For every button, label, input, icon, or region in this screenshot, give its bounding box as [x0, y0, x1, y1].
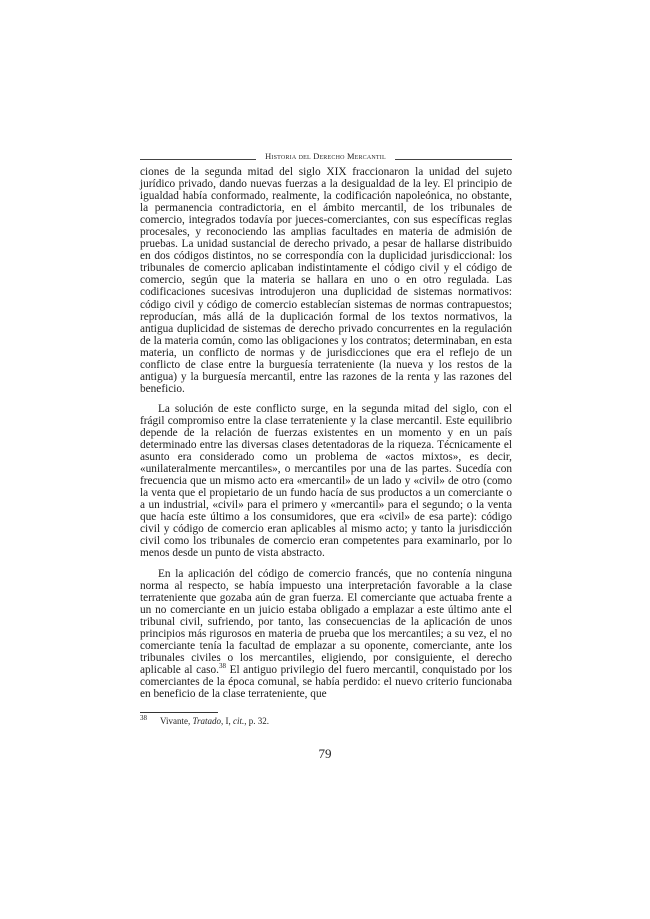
paragraph-2: La solución de este conflicto surge, en la segunda mitad del siglo, con el frágil compromiso entre la clase terrateniente y la clase mercantil. Este equilibrio depende de la relación de fuerzas existentes en un momento y en un país determinado entre las diversas clases detentadoras de la riqueza. Técnicamente el asunto era considerado como un problema de «actos mixtos», es decir, «unilateralmente mercantiles», o mercantiles por una de las partes. Sucedía con frecuencia que un mismo acto era «mercantil» de un lado y «civil» de otro (como la venta que el propietario de un fundo hacía de sus productos a un comerciante o a un industrial, «civil» para el primero y «mercantil» para el segundo; o la venta que hacía este último a los consumidores, que era «civil» de esa parte): código civil y código de comercio eran aplicables al mismo acto; y tanto la jurisdicción civil como los tribunales de comercio eran competentes para examinarlo, por lo menos desde un punto de vista abstracto. [140, 402, 512, 560]
running-head-text: Historia del Derecho Mercantil [265, 152, 386, 161]
paragraph-3-continuation: El antiguo privilegio del fuero mercantil, conquistado por los comerciantes de la época comunal, se había perdido: el nuevo criterio funcionaba en beneficio de la clase terrateniente, que [140, 663, 513, 700]
running-head-rule-left [140, 159, 256, 160]
footnote-page: , p. 32. [244, 716, 269, 726]
page-number: 79 [318, 746, 332, 761]
paragraph-3 [140, 568, 512, 701]
footnote-cit: cit. [232, 716, 245, 726]
footnote-title: Tratado [192, 716, 221, 726]
footnote [140, 716, 512, 727]
body-text [140, 166, 512, 700]
paragraph-3-text: En la aplicación del código de comercio francés, que no contenía ninguna norma al respecto, se había impuesto una interpretación favorable a la clase terrateniente que gozaba aún de gran fuerza. El comerciante que actuaba frente a un no comerciante en un juicio estaba obligado a emplazar a este último ante el tribunal civil, sufriendo, por tanto, las consecuencias de la aplicación de unos principios más rigurosos en materia de prueba que los mercantiles; a su vez, el no comerciante tenía la facultad de emplazar a su oponente, comerciante, ante los tribunales civiles o los mercantiles, eligiendo, por consiguiente, el derecho aplicable al caso. [140, 567, 512, 676]
footnote-volume: , I, [220, 716, 233, 726]
footnote-mark: 38 [140, 714, 147, 722]
footnote-reference[interactable]: 38 [218, 662, 226, 671]
running-head-rule-right [395, 159, 512, 160]
running-head-title [256, 152, 395, 161]
footnote-rule [140, 712, 218, 713]
footnote-author: Vivante, [160, 716, 193, 726]
paragraph-1: ciones de la segunda mitad del siglo XIX fraccionaron la unidad del sujeto jurídico privado, dando nuevas fuerzas a la desigualdad de la ley. El principio de igualdad había conformado, realmente, la codificación napoleónica, no obstante, la permanencia contradictoria, en el ámbito mercantil, de los tribunales de comercio, integrados todavía por jueces-comerciantes, con sus específicas reglas procesales, y reconociendo las amplias facultades en materia de admisión de pruebas. La unidad sustancial de derecho privado, a pesar de hallarse distribuido en dos códigos distintos, no se correspondía con la duplicidad jurisdiccional: los tribunales de comercio aplicaban indistintamente el código civil y el código de comercio, según que la materia se hallara en uno o en otro regulada. Las codificaciones sucesivas introdujeron una duplicidad de sistemas normativos: código civil y código de comercio establecían sistemas de normas contrapuestos; reproducían, más allá de la duplicación formal de los textos normativos, la antigua duplicidad de sistemas de derecho privado concurrentes en la regulación de la materia común, como las obligaciones y los contratos; determinaban, en esta materia, un conflicto de normas y de jurisdicciones que era el reflejo de un conflicto de clase entre la burguesía terrateniente (la nueva y los restos de la antigua) y la burguesía mercantil, entre las razones de la renta y las razones del beneficio. [140, 166, 512, 395]
running-head [140, 152, 512, 164]
